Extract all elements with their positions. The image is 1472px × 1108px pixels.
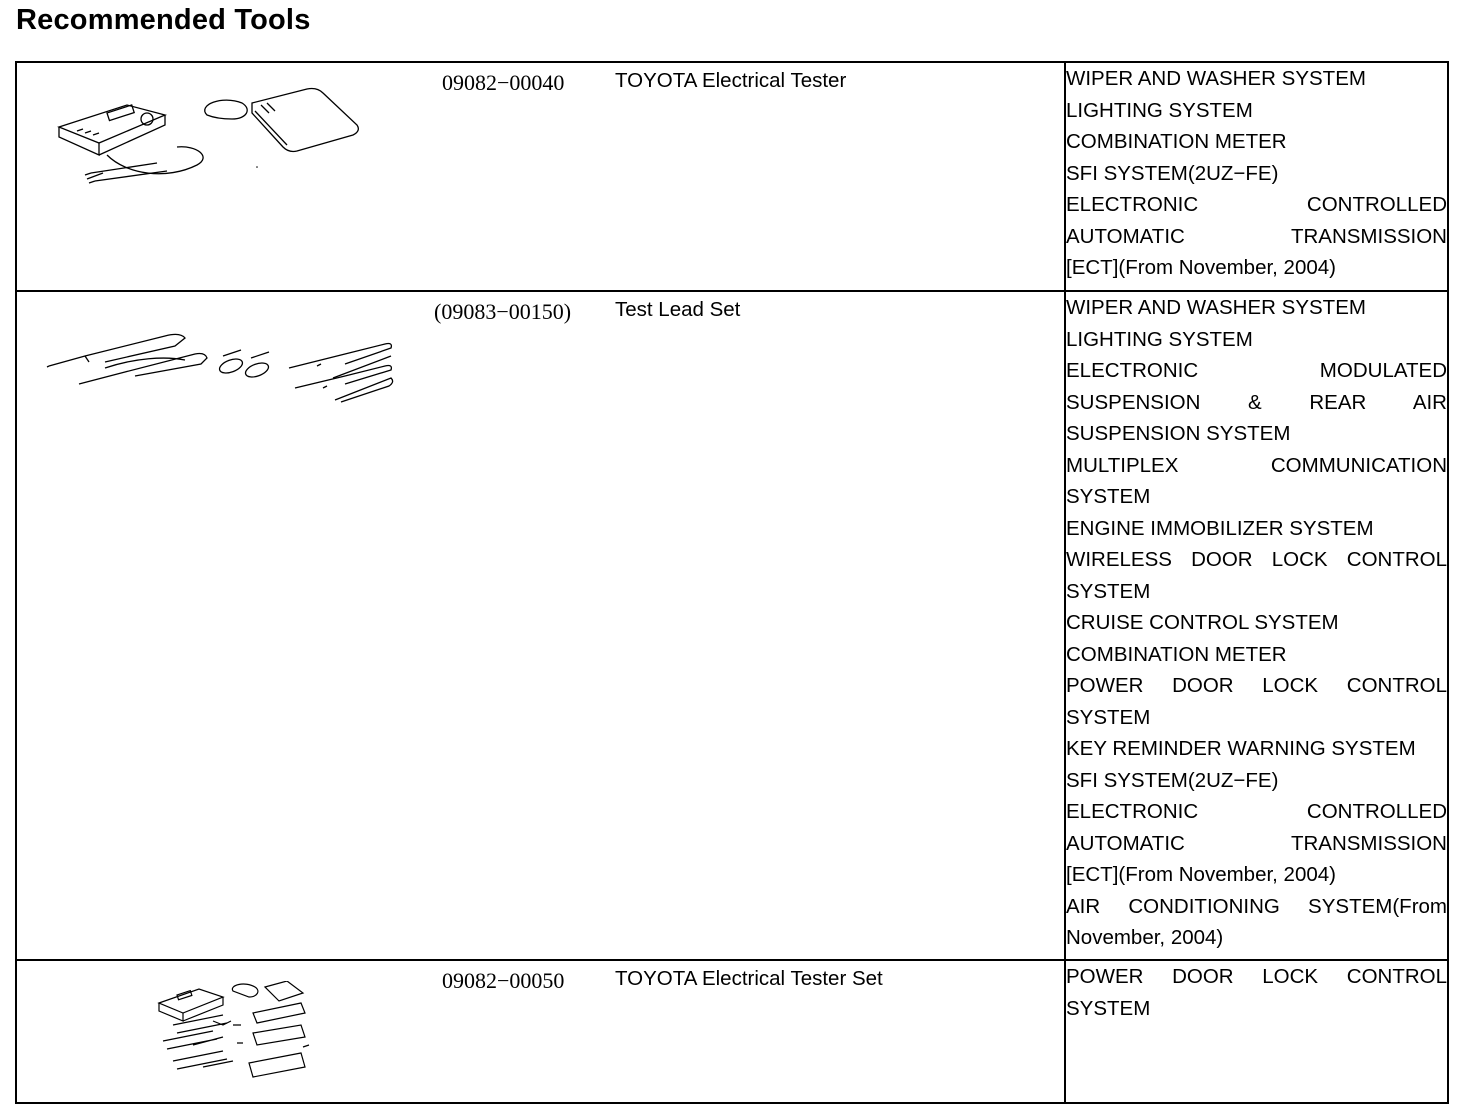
electrical-tester-set-illustration <box>153 981 323 1091</box>
tool-row-test-lead-set <box>16 291 1448 960</box>
system-line: SYSTEM <box>1066 996 1151 1020</box>
system-line: [ECT](From November, 2004) <box>1066 256 1336 279</box>
system-line: ELECTRONIC CONTROLLED <box>1066 193 1447 216</box>
system-line: WIRELESS DOOR LOCK CONTROL <box>1066 548 1447 571</box>
system-line: AUTOMATIC TRANSMISSION <box>1066 224 1447 248</box>
system-line: KEY REMINDER WARNING SYSTEM <box>1066 737 1416 760</box>
system-line: LIGHTING SYSTEM <box>1066 327 1253 351</box>
system-line: SYSTEM <box>1066 485 1151 508</box>
system-line: SUSPENSION & REAR AIR <box>1066 390 1447 414</box>
system-line: SFI SYSTEM(2UZ−FE) <box>1066 161 1279 185</box>
system-line: ENGINE IMMOBILIZER SYSTEM <box>1066 516 1374 540</box>
system-line: AUTOMATIC TRANSMISSION <box>1066 831 1447 855</box>
tool-info-cell <box>16 960 1065 1103</box>
system-line: COMBINATION METER <box>1066 130 1287 153</box>
tool-number: (09083−00150) <box>434 299 572 324</box>
system-line: POWER DOOR LOCK CONTROL <box>1066 674 1447 697</box>
system-line: November, 2004) <box>1066 926 1224 949</box>
system-line: WIPER AND WASHER SYSTEM <box>1066 67 1366 90</box>
tool-info-cell <box>16 62 1065 291</box>
tool-name: Test Lead Set <box>615 298 741 321</box>
system-line: SYSTEM <box>1066 579 1151 603</box>
system-line: MULTIPLEX COMMUNICATION <box>1066 453 1447 477</box>
system-line: COMBINATION METER <box>1066 642 1287 666</box>
tool-name: TOYOTA Electrical Tester Set <box>615 967 883 990</box>
applicable-systems-cell <box>1065 291 1448 960</box>
system-line: SYSTEM <box>1066 705 1151 729</box>
tool-number: 09082−00050 <box>442 968 565 993</box>
applicable-systems-cell <box>1065 960 1448 1103</box>
tool-row-electrical-tester-set <box>16 960 1448 1103</box>
electrical-tester-illustration <box>47 85 387 195</box>
recommended-tools-table <box>15 61 1449 1104</box>
system-line: SFI SYSTEM(2UZ−FE) <box>1066 768 1279 792</box>
system-line: [ECT](From November, 2004) <box>1066 863 1336 886</box>
page-title: Recommended Tools <box>16 4 311 36</box>
system-line: POWER DOOR LOCK CONTROL <box>1066 965 1447 988</box>
system-line: ELECTRONIC CONTROLLED <box>1066 800 1447 823</box>
system-line: SUSPENSION SYSTEM <box>1066 422 1291 445</box>
applicable-systems-list <box>1066 292 1447 954</box>
applicable-systems-list <box>1066 63 1447 284</box>
system-line: AIR CONDITIONING SYSTEM(From <box>1066 894 1447 918</box>
tool-number: 09082−00040 <box>442 70 565 95</box>
applicable-systems-list <box>1066 961 1447 1024</box>
tool-row-electrical-tester <box>16 62 1448 291</box>
system-line: WIPER AND WASHER SYSTEM <box>1066 296 1366 319</box>
system-line: CRUISE CONTROL SYSTEM <box>1066 611 1339 634</box>
applicable-systems-cell <box>1065 62 1448 291</box>
tool-name: TOYOTA Electrical Tester <box>615 69 847 92</box>
system-line: LIGHTING SYSTEM <box>1066 98 1253 122</box>
test-lead-set-illustration <box>45 316 395 406</box>
system-line: ELECTRONIC MODULATED <box>1066 359 1447 382</box>
tool-info-cell <box>16 291 1065 960</box>
